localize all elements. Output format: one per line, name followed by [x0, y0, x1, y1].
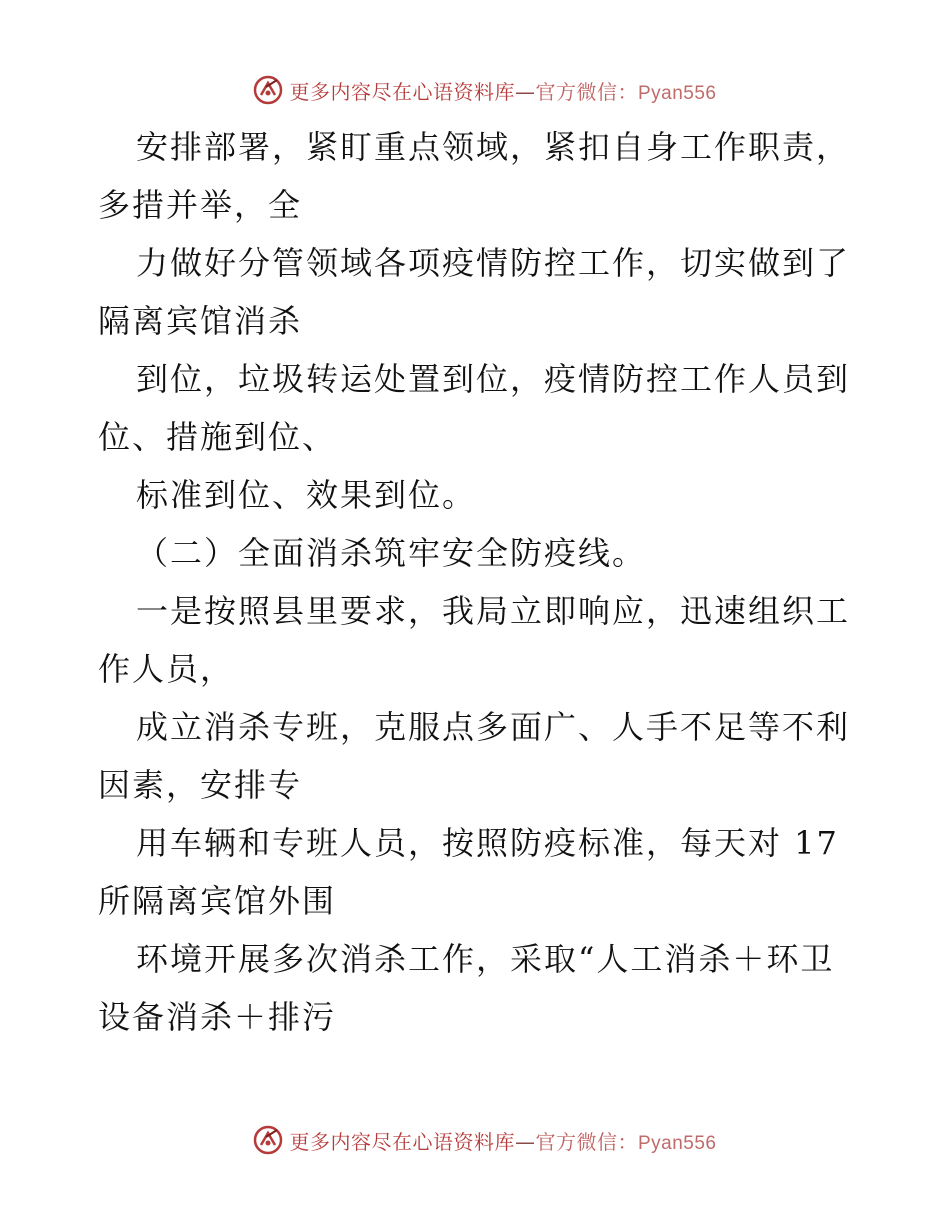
- footer-banner-inner: [253, 1125, 716, 1155]
- body-line: 隔离宾馆消杀: [98, 302, 303, 340]
- header-brand-text: 更多内容尽在心语资料库: [289, 79, 515, 104]
- header-banner-text: [289, 76, 716, 105]
- body-line: 多措并举，全: [98, 186, 303, 224]
- body-line: 一是按照县里要求，我局立即响应，迅速组织工: [136, 592, 851, 630]
- section-heading: （二）全面消杀筑牢安全防疫线。: [136, 534, 647, 572]
- body-line: 标准到位、效果到位。: [136, 476, 477, 514]
- body-line: 所隔离宾馆外围: [98, 882, 337, 920]
- footer-banner-text: [289, 1126, 716, 1155]
- footer-separator: —: [514, 1129, 536, 1154]
- red-seal-logo-icon: [253, 1125, 283, 1155]
- footer-brand-text: 更多内容尽在心语资料库: [289, 1129, 515, 1154]
- body-line: 力做好分管领域各项疫情防控工作，切实做到了: [136, 244, 851, 282]
- body-line: 环境开展多次消杀工作，采取“人工消杀＋环卫: [136, 940, 835, 978]
- footer-banner: [0, 1120, 950, 1160]
- footer-wechat-label: 官方微信：: [535, 1129, 638, 1154]
- body-line: 安排部署，紧盯重点领域，紧扣自身工作职责，: [136, 128, 851, 166]
- header-banner-inner: [253, 75, 716, 105]
- document-body: [98, 118, 858, 1046]
- body-line: 因素，安排专: [98, 766, 303, 804]
- header-wechat-handle: Pyan556: [637, 82, 717, 104]
- header-banner: [0, 70, 950, 110]
- body-line: 成立消杀专班，克服点多面广、人手不足等不利: [136, 708, 851, 746]
- header-wechat-label: 官方微信：: [535, 79, 638, 104]
- red-seal-logo-icon: [253, 75, 283, 105]
- body-line: 设备消杀＋排污: [98, 998, 337, 1036]
- body-line: 用车辆和专班人员，按照防疫标准，每天对 17: [136, 824, 839, 862]
- header-separator: —: [514, 79, 536, 104]
- body-line: 作人员，: [98, 650, 235, 688]
- body-line: 到位，垃圾转运处置到位，疫情防控工作人员到: [136, 360, 851, 398]
- body-line: 位、措施到位、: [98, 418, 337, 456]
- footer-wechat-handle: Pyan556: [637, 1132, 717, 1154]
